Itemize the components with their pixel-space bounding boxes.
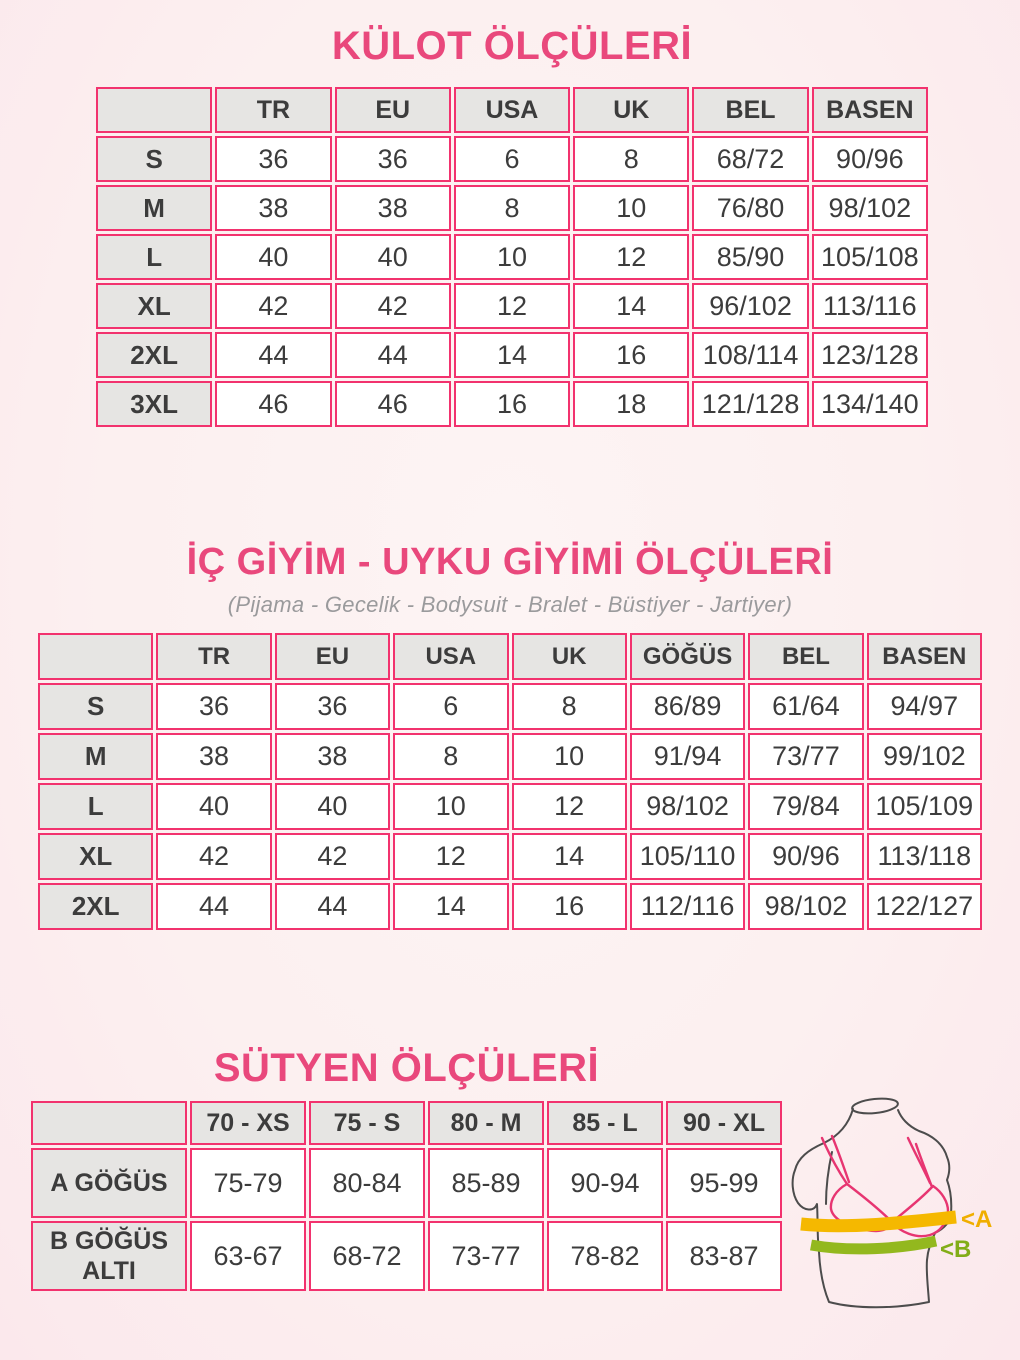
ic_giyim-col-header: GÖĞÜS — [630, 633, 745, 680]
ic_giyim-row-label: L — [38, 783, 153, 830]
sutyen-cell: 90-94 — [547, 1148, 663, 1218]
table-row — [96, 332, 928, 378]
ic_giyim-cell: 61/64 — [748, 683, 863, 730]
kulot-cell: 10 — [454, 234, 570, 280]
sutyen-corner-cell — [31, 1101, 187, 1145]
ic_giyim-cell: 94/97 — [867, 683, 982, 730]
kulot-cell: 123/128 — [812, 332, 928, 378]
ic_giyim-cell: 40 — [156, 783, 271, 830]
sutyen-cell: 63-67 — [190, 1221, 306, 1291]
sutyen-cell: 85-89 — [428, 1148, 544, 1218]
ic_giyim-cell: 73/77 — [748, 733, 863, 780]
header-row — [38, 633, 982, 680]
ic_giyim-row-label: M — [38, 733, 153, 780]
kulot-col-header: TR — [215, 87, 331, 133]
sutyen-cell: 73-77 — [428, 1221, 544, 1291]
sutyen-cell: 68-72 — [309, 1221, 425, 1291]
ic_giyim-cell: 99/102 — [867, 733, 982, 780]
ic_giyim-cell: 86/89 — [630, 683, 745, 730]
kulot-cell: 38 — [215, 185, 331, 231]
ic_giyim-cell: 105/109 — [867, 783, 982, 830]
kulot-cell: 14 — [573, 283, 689, 329]
kulot-cell: 16 — [454, 381, 570, 427]
sutyen-size-table — [28, 1098, 785, 1294]
kulot-cell: 16 — [573, 332, 689, 378]
kulot-cell: 96/102 — [692, 283, 808, 329]
kulot-row-label: L — [96, 234, 212, 280]
torso-outline-icon — [793, 1097, 952, 1308]
bust-measure-band-a — [801, 1217, 956, 1226]
ic_giyim-cell: 91/94 — [630, 733, 745, 780]
band-b-label: <B — [940, 1236, 972, 1263]
kulot-cell: 40 — [215, 234, 331, 280]
icgiyim-section-title: İÇ GİYİM - UYKU GİYİMİ ÖLÇÜLERİ — [186, 541, 834, 583]
kulot-col-header: EU — [335, 87, 451, 133]
kulot-cell: 46 — [335, 381, 451, 427]
kulot-cell: 108/114 — [692, 332, 808, 378]
kulot-cell: 42 — [215, 283, 331, 329]
header-row — [31, 1101, 782, 1145]
ic_giyim-cell: 14 — [512, 833, 627, 880]
ic_giyim-cell: 98/102 — [630, 783, 745, 830]
kulot-size-table — [93, 84, 931, 430]
kulot-col-header: BASEN — [812, 87, 928, 133]
kulot-cell: 12 — [573, 234, 689, 280]
kulot-cell: 85/90 — [692, 234, 808, 280]
ic_giyim-cell: 8 — [512, 683, 627, 730]
kulot-cell: 14 — [454, 332, 570, 378]
ic_giyim-cell: 36 — [275, 683, 390, 730]
table-row — [38, 833, 982, 880]
sutyen-cell: 75-79 — [190, 1148, 306, 1218]
ic_giyim-col-header: TR — [156, 633, 271, 680]
sutyen-cell: 78-82 — [547, 1221, 663, 1291]
kulot-cell: 121/128 — [692, 381, 808, 427]
kulot-cell: 44 — [215, 332, 331, 378]
kulot-cell: 98/102 — [812, 185, 928, 231]
ic_giyim-cell: 8 — [393, 733, 508, 780]
table-row — [96, 185, 928, 231]
kulot-cell: 76/80 — [692, 185, 808, 231]
table-row — [38, 883, 982, 930]
kulot-cell: 42 — [335, 283, 451, 329]
kulot-cell: 46 — [215, 381, 331, 427]
ic_giyim-cell: 12 — [393, 833, 508, 880]
underbust-measure-band-b — [811, 1241, 936, 1249]
table-row — [38, 683, 982, 730]
ic_giyim-cell: 38 — [275, 733, 390, 780]
ic_giyim-row-label: XL — [38, 833, 153, 880]
kulot-cell: 36 — [215, 136, 331, 182]
sutyen-cell: 80-84 — [309, 1148, 425, 1218]
table-row — [96, 136, 928, 182]
ic_giyim-cell: 90/96 — [748, 833, 863, 880]
kulot-cell: 8 — [573, 136, 689, 182]
kulot-col-header: BEL — [692, 87, 808, 133]
table-row — [96, 234, 928, 280]
kulot-cell: 68/72 — [692, 136, 808, 182]
icgiyim-size-table — [35, 630, 985, 933]
sutyen-cell: 95-99 — [666, 1148, 782, 1218]
kulot-section-title: KÜLOT ÖLÇÜLERİ — [331, 24, 693, 68]
ic_giyim-cell: 6 — [393, 683, 508, 730]
ic_giyim-cell: 79/84 — [748, 783, 863, 830]
ic_giyim-corner-cell — [38, 633, 153, 680]
sutyen-col-header: 70 - XS — [190, 1101, 306, 1145]
ic_giyim-cell: 10 — [512, 733, 627, 780]
ic_giyim-cell: 122/127 — [867, 883, 982, 930]
ic_giyim-row-label: 2XL — [38, 883, 153, 930]
kulot-cell: 8 — [454, 185, 570, 231]
ic_giyim-cell: 112/116 — [630, 883, 745, 930]
icgiyim-section-subtitle: (Pijama - Gecelik - Bodysuit - Bralet - Büstiyer - Jartiyer) — [227, 592, 793, 617]
ic_giyim-cell: 40 — [275, 783, 390, 830]
ic_giyim-cell: 113/118 — [867, 833, 982, 880]
ic_giyim-cell: 42 — [275, 833, 390, 880]
ic_giyim-cell: 44 — [275, 883, 390, 930]
ic_giyim-col-header: EU — [275, 633, 390, 680]
table-row — [31, 1148, 782, 1218]
ic_giyim-cell: 44 — [156, 883, 271, 930]
kulot-cell: 44 — [335, 332, 451, 378]
sutyen-section-title: SÜTYEN ÖLÇÜLERİ — [213, 1046, 600, 1090]
kulot-cell: 40 — [335, 234, 451, 280]
ic_giyim-cell: 38 — [156, 733, 271, 780]
sutyen-row-label: B GÖĞÜS ALTI — [31, 1221, 187, 1291]
kulot-corner-cell — [96, 87, 212, 133]
ic_giyim-cell: 14 — [393, 883, 508, 930]
sutyen-col-header: 90 - XL — [666, 1101, 782, 1145]
header-row — [96, 87, 928, 133]
kulot-cell: 134/140 — [812, 381, 928, 427]
sutyen-row-label: A GÖĞÜS — [31, 1148, 187, 1218]
kulot-cell: 12 — [454, 283, 570, 329]
bra-measurement-diagram — [780, 1080, 1020, 1360]
kulot-row-label: 2XL — [96, 332, 212, 378]
kulot-cell: 90/96 — [812, 136, 928, 182]
kulot-cell: 38 — [335, 185, 451, 231]
ic_giyim-cell: 10 — [393, 783, 508, 830]
kulot-cell: 6 — [454, 136, 570, 182]
kulot-row-label: M — [96, 185, 212, 231]
kulot-cell: 113/116 — [812, 283, 928, 329]
sutyen-col-header: 85 - L — [547, 1101, 663, 1145]
ic_giyim-col-header: UK — [512, 633, 627, 680]
table-row — [96, 381, 928, 427]
kulot-col-header: USA — [454, 87, 570, 133]
ic_giyim-row-label: S — [38, 683, 153, 730]
table-row — [96, 283, 928, 329]
kulot-row-label: 3XL — [96, 381, 212, 427]
table-row — [31, 1221, 782, 1291]
sutyen-col-header: 75 - S — [309, 1101, 425, 1145]
kulot-row-label: XL — [96, 283, 212, 329]
ic_giyim-col-header: BASEN — [867, 633, 982, 680]
kulot-col-header: UK — [573, 87, 689, 133]
ic_giyim-cell: 12 — [512, 783, 627, 830]
band-a-label: <A — [961, 1206, 993, 1233]
ic_giyim-cell: 42 — [156, 833, 271, 880]
ic_giyim-cell: 16 — [512, 883, 627, 930]
kulot-cell: 18 — [573, 381, 689, 427]
kulot-cell: 36 — [335, 136, 451, 182]
table-row — [38, 733, 982, 780]
sutyen-col-header: 80 - M — [428, 1101, 544, 1145]
ic_giyim-col-header: BEL — [748, 633, 863, 680]
kulot-row-label: S — [96, 136, 212, 182]
ic_giyim-cell: 98/102 — [748, 883, 863, 930]
table-row — [38, 783, 982, 830]
kulot-cell: 10 — [573, 185, 689, 231]
ic_giyim-col-header: USA — [393, 633, 508, 680]
sutyen-cell: 83-87 — [666, 1221, 782, 1291]
kulot-cell: 105/108 — [812, 234, 928, 280]
ic_giyim-cell: 36 — [156, 683, 271, 730]
ic_giyim-cell: 105/110 — [630, 833, 745, 880]
